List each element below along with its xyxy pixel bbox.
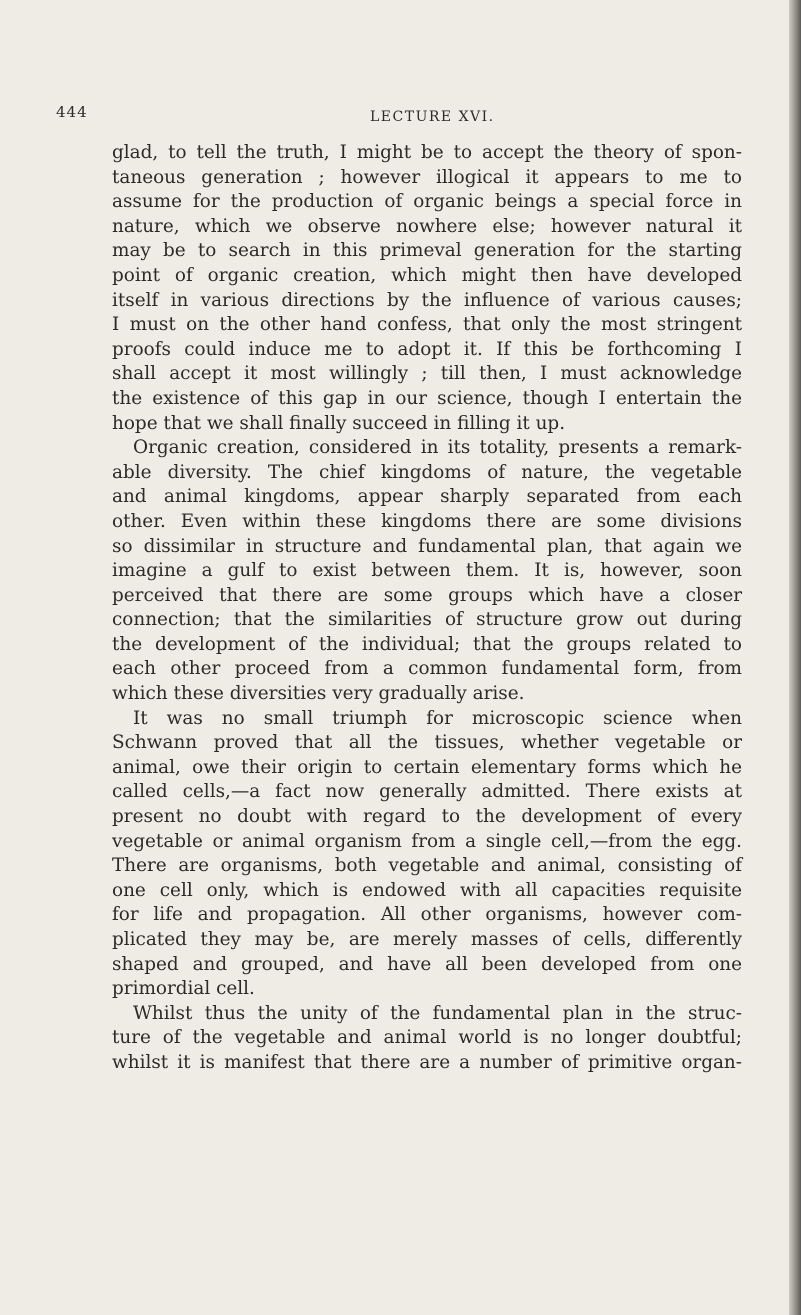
text-line: and animal kingdoms, appear sharply separated from each <box>112 486 742 508</box>
text-line: for life and propagation. All other organisms, however com- <box>112 904 742 926</box>
text-line: Whilst thus the unity of the fundamental plan in the struc- <box>133 1002 742 1024</box>
text-line: I must on the other hand confess, that only the most stringent <box>112 314 742 336</box>
text-line: whilst it is manifest that there are a number of primitive organ- <box>112 1051 742 1073</box>
text-line: itself in various directions by the influence of various causes; <box>112 289 742 311</box>
text-line: shall accept it most willingly ; till then, I must acknowledge <box>112 363 742 385</box>
text-line: It was no small triumph for microscopic science when <box>133 707 742 729</box>
text-line: other. Even within these kingdoms there are some divisions <box>112 510 742 532</box>
text-line: point of organic creation, which might then have developed <box>112 264 742 286</box>
text-line: animal, owe their origin to certain elementary forms which he <box>112 756 742 778</box>
text-line: so dissimilar in structure and fundamental plan, that again we <box>112 535 742 557</box>
text-line: primordial cell. <box>112 978 255 1000</box>
page-edge-shadow <box>789 0 801 1315</box>
text-line: nature, which we observe nowhere else; however natural it <box>112 215 742 237</box>
text-line: the development of the individual; that the groups related to <box>112 633 742 655</box>
running-head: LECTURE XVI. <box>370 109 495 125</box>
text-line: which these diversities very gradually arise. <box>112 683 525 705</box>
text-line: called cells,—a fact now generally admitted. There exists at <box>112 781 742 803</box>
page-number: 444 <box>56 103 88 121</box>
text-line: Schwann proved that all the tissues, whether vegetable or <box>112 732 742 754</box>
text-line: may be to search in this primeval generation for the starting <box>112 240 742 262</box>
text-line: connection; that the similarities of structure grow out during <box>112 609 742 631</box>
text-line: the existence of this gap in our science, though I entertain the <box>112 387 742 409</box>
text-line: able diversity. The chief kingdoms of nature, the vegetable <box>112 461 742 483</box>
text-line: shaped and grouped, and have all been developed from one <box>112 953 742 975</box>
text-line: There are organisms, both vegetable and animal, consisting of <box>112 855 742 877</box>
text-line: glad, to tell the truth, I might be to accept the theory of spon- <box>112 142 742 163</box>
text-line: perceived that there are some groups which have a closer <box>112 584 742 606</box>
text-line: ture of the vegetable and animal world is no longer doubtful; <box>112 1027 742 1049</box>
text-line: one cell only, which is endowed with all capacities requisite <box>112 879 742 901</box>
text-line: hope that we shall finally succeed in filling it up. <box>112 412 566 434</box>
text-line: taneous generation ; however illogical it appears to me to <box>112 166 742 188</box>
text-line: imagine a gulf to exist between them. It is, however, soon <box>112 560 742 582</box>
text-line: assume for the production of organic beings a special force in <box>112 191 742 213</box>
text-line: vegetable or animal organism from a single cell,—from the egg. <box>112 830 742 852</box>
text-line: present no doubt with regard to the development of every <box>112 806 742 828</box>
text-line: Organic creation, considered in its totality, presents a remark- <box>133 437 742 459</box>
text-line: proofs could induce me to adopt it. If this be forthcoming I <box>112 338 742 360</box>
text-line: each other proceed from a common fundamental form, from <box>112 658 742 680</box>
text-line: plicated they may be, are merely masses of cells, differently <box>112 929 742 950</box>
body-text <box>112 141 742 1076</box>
